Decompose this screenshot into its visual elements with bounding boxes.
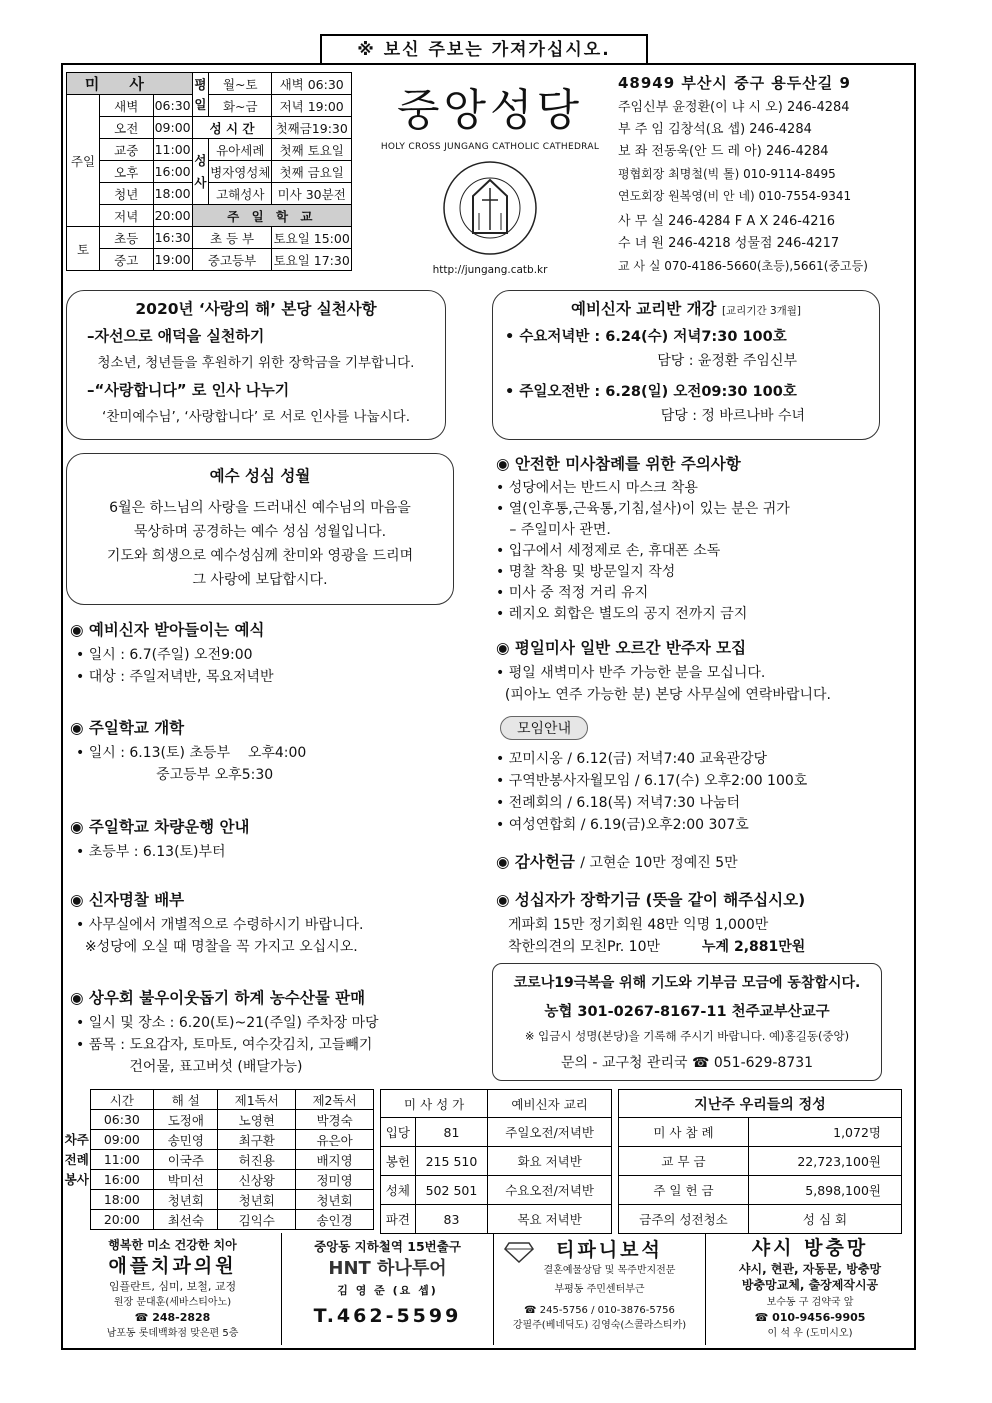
school-name: 초 등 부 (192, 227, 272, 249)
phone-row: 사 무 실 246-4284 F A X 246-4216 (618, 214, 836, 229)
practice-title: 2020년 ‘사랑의 해’ 본당 실천사항 (135, 300, 377, 318)
cathedral-title-block (370, 72, 610, 282)
sacrament-value: 첫째 토요일 (272, 139, 352, 161)
sunday-mass-name: 오전 (99, 117, 153, 139)
sunday-mass-name: 교중 (99, 139, 153, 161)
staff-row: 평협회장 최명철(빅 톨) 010-9114-8495 (618, 167, 836, 181)
staff-row: 연도회장 원복영(비 안 네) 010-7554-9341 (618, 189, 852, 203)
meetings-section: 모임안내 • 꼬미시옹 / 6.12(금) 저녁7:40 교육관강당 • 구역반봉사자월모임 / 6.17(수) 오후2:00 100호 • 전례회의 / 6.18(목) 저녁7:30 나눔터 • 여성연합회 / 6.19(금)오후2:00 307호 (496, 710, 906, 836)
take-bulletin-notice: ※ 보신 주보는 가져가십시오. (320, 34, 648, 64)
sunday-mass-time: 11:00 (153, 139, 192, 161)
thanks-offering-section: ◉ 감사헌금 / 고현순 10만 정예진 5만 (496, 853, 738, 871)
sunday-school-label: 주 일 학 교 (192, 205, 351, 227)
dental-clinic-ad: 행복한 미소 건강한 치아 애플치과의원 임플란트, 심미, 보철, 교정 원장 문대훈(세바스티아노) ☎ 248-2828 남포동 롯데백화점 맞은편 5층 (64, 1233, 282, 1345)
school-time: 토요일 17:30 (272, 249, 352, 271)
saturday-label: 토 (67, 227, 100, 271)
table-row: 입당 81 주일오전/저녁반 (381, 1118, 612, 1147)
school-name: 중고등부 (192, 249, 272, 271)
ministry-side-label: 차주전례봉사 (64, 1090, 90, 1230)
weekday-time: 새벽 06:30 (272, 73, 352, 95)
table-row: 20:00 최선숙 김익수 송인경 (64, 1210, 374, 1230)
covid-title: 코로나19극복을 위해 기도와 기부금 모금에 동참합시다. (513, 975, 861, 991)
hanatour-logo: HNT 하나투어 (328, 1258, 447, 1279)
sacred-heart-title: 예수 성심 성월 (209, 467, 311, 485)
table-row: 교 무 금 22,723,100원 (619, 1147, 902, 1176)
jewelry-ad: 티파니보석 결혼예물상담 및 목주반지전문 부평동 주민센터부근 ☎ 245-5756 / 010-3876-5756 강필주(베네딕도) 김영숙(스콜라스티카) (494, 1233, 706, 1345)
practice-text: 청소년, 청년들을 후원하기 위한 장학금을 기부합니다. (97, 355, 415, 371)
school-time: 토요일 15:00 (272, 227, 352, 249)
parish-practice-box (66, 290, 446, 440)
catechumen-teacher: 담당 : 윤정환 주임신부 (657, 353, 797, 369)
sacrament-name: 유아세례 (209, 139, 272, 161)
website-url[interactable]: http://jungang.catb.kr (432, 264, 548, 276)
table-row: 16:00 박미선 신상왕 정미영 (64, 1170, 374, 1190)
sunday-mass-time: 09:00 (153, 117, 192, 139)
catechumen-teacher: 담당 : 정 바르나바 수녀 (660, 408, 805, 424)
scholarship-section: ◉ 성십자가 장학기금 (뜻을 같이 해주십시오) 게파회 15만 정기회원 48만 익명 1,000만 착한의견의 모친Pr. 10만 누계 2,881만원 (496, 891, 806, 955)
weekday-days: 월~토 (209, 73, 272, 95)
table-row: 봉헌 215 510 화요 저녁반 (381, 1147, 612, 1176)
catechumen-class-box (492, 290, 880, 440)
class-header: 예비신자 교리 (488, 1090, 612, 1118)
safety-section: ◉ 안전한 미사참례를 위한 주의사항 • 성당에서는 반드시 마스크 착용 • 열(인후통,근육통,기침,설사)이 있는 분은 귀가 – 주일미사 관면. • 입구에서 세정제로 손, 휴대폰 소독 • 명찰 착용 및 방문일지 작성 • 미사 중 적정 거리 유지 • 레지오 회합은 별도의 공지 전까지 금지 (496, 455, 790, 622)
sunday-school-opening-section: ◉ 주일학교 개학 • 일시 : 6.13(토) 초등부 오후4:00 중고등부 오후5:30 (70, 719, 307, 783)
sunday-mass-name: 청년 (99, 183, 153, 205)
table-row: 09:00 송민영 최구환 유은아 (64, 1130, 374, 1150)
catechumen-rite-section: ◉ 예비신자 받아들이는 예식 • 일시 : 6.7(주일) 오전9:00 • 대상 : 주일저녁반, 목요저녁반 (70, 621, 274, 685)
meetings-label: 모임안내 (500, 716, 588, 740)
cathedral-seal-logo (435, 158, 545, 258)
holy-hour-label: 성 시 간 (192, 117, 272, 139)
offerings-table (618, 1089, 902, 1234)
staff-row: 보 좌 전동욱(안 드 레 아) 246-4284 (618, 144, 829, 159)
sunday-mass-name: 새벽 (99, 95, 153, 117)
advertisement-strip (64, 1233, 914, 1345)
table-row: 주 일 헌 금 5,898,100원 (619, 1176, 902, 1205)
saturday-mass-time: 19:00 (153, 249, 192, 271)
sunday-mass-time: 06:30 (153, 95, 192, 117)
table-row: 11:00 이국주 허진용 배지영 (64, 1150, 374, 1170)
sunday-mass-time: 20:00 (153, 205, 192, 227)
table-row: 18:00 청년회 청년회 청년회 (64, 1190, 374, 1210)
mass-schedule-table (66, 72, 352, 271)
practice-head: –“사랑합니다” 로 인사 나누기 (87, 381, 290, 399)
table-row: 미 사 참 례 1,072명 (619, 1118, 902, 1147)
weekday-label: 평일 (192, 73, 208, 117)
address: 48949 부산시 중구 용두산길 9 (618, 74, 851, 92)
sunday-mass-time: 18:00 (153, 183, 192, 205)
sunday-mass-time: 16:00 (153, 161, 192, 183)
mass-header: 미사 (67, 73, 193, 95)
sacred-heart-box (66, 453, 454, 605)
produce-sale-section: ◉ 상우회 불우이웃돕기 하계 농수산물 판매 • 일시 및 장소 : 6.20(토)~21(주일) 주차장 마당 • 품목 : 도요감자, 토마토, 여수갓김치, 고들빼기 건어물, 표고버섯 (배달가능) (70, 989, 379, 1075)
mass-hymn-table (380, 1089, 612, 1234)
phone-row: 수 녀 원 246-4218 성물점 246-4217 (618, 236, 840, 251)
catechumen-line: • 수요저녁반 : 6.24(수) 저녁7:30 100호 (505, 329, 787, 345)
ministry-header: 제2독서 (296, 1090, 374, 1110)
saturday-mass-name: 중고 (99, 249, 153, 271)
table-row: 성체 502 501 수요오전/저녁반 (381, 1176, 612, 1205)
name-badge-section: ◉ 신자명찰 배부 • 사무실에서 개별적으로 수령하시기 바랍니다. ※성당에 오실 때 명찰을 꼭 가지고 오십시오. (70, 891, 364, 955)
sunday-mass-name: 저녁 (99, 205, 153, 227)
sacred-heart-text: 6월은 하느님의 사랑을 드러내신 예수님의 마음을 묵상하며 공경하는 예수 성심 성월입니다. 기도와 희생으로 예수성심께 찬미와 영광을 드리며 그 사랑에 보답합시다. (106, 500, 414, 588)
table-row: 06:30 도정애 노영현 박경숙 (64, 1110, 374, 1130)
staff-row: 부 주 임 김창석(요 셉) 246-4284 (618, 122, 812, 137)
sunday-label: 주일 (67, 95, 100, 227)
window-screen-ad: 샤시 방충망 샤시, 현관, 자동문, 방충망 방충망교체, 출장제작시공 보수동 구 검약국 앞 ☎ 010-9456-9905 이 석 우 (도미시오) (738, 1237, 882, 1339)
contact-info (618, 72, 914, 277)
ministry-header: 제1독서 (218, 1090, 296, 1110)
cathedral-english-name: HOLY CROSS JUNGANG CATHOLIC CATHEDRAL (380, 142, 600, 152)
liturgy-ministry-table (64, 1089, 374, 1230)
practice-head: –자선으로 애덕을 실천하기 (87, 327, 265, 345)
holy-hour-value: 첫째금19:30 (272, 117, 352, 139)
sacrament-name: 고해성사 (209, 183, 272, 205)
staff-row: 주임신부 윤정환(이 냐 시 오) 246-4284 (618, 100, 850, 115)
table-row: 금주의 성전청소 성 심 회 (619, 1205, 902, 1234)
school-bus-section: ◉ 주일학교 차량운행 안내 • 초등부 : 6.13(토)부터 (70, 818, 250, 860)
offerings-header: 지난주 우리들의 정성 (619, 1090, 902, 1118)
saturday-mass-name: 초등 (99, 227, 153, 249)
covid-donation-box (492, 963, 882, 1081)
organist-section: ◉ 평일미사 일반 오르간 반주자 모집 • 평일 새벽미사 반주 가능한 분을 모십니다. (피아노 연주 가능한 분) 본당 사무실에 연락바랍니다. (496, 639, 831, 703)
saturday-mass-time: 16:30 (153, 227, 192, 249)
diamond-icon (504, 1241, 534, 1263)
travel-agency-ad: 중앙동 지하철역 15번출구 HNT 하나투어 김 영 준 (요 셉) T.462-5599 (282, 1233, 494, 1345)
weekday-days: 화~금 (209, 95, 272, 117)
bank-account: 농협 301-0267-8167-11 천주교부산교구 (544, 1004, 830, 1020)
weekday-time: 저녁 19:00 (272, 95, 352, 117)
catechumen-line: • 주일오전반 : 6.28(일) 오전09:30 100호 (505, 384, 797, 400)
practice-text: ‘찬미예수님’, ‘사랑합니다’ 로 서로 인사를 나눕시다. (101, 409, 411, 425)
deposit-note: ※ 입금시 성명(본당)을 기록해 주시기 바랍니다. 예)홍길동(중앙) (524, 1029, 850, 1043)
cathedral-name: 중앙성당 (396, 85, 583, 136)
inquiry-contact: 문의 - 교구청 관리국 ☎ 051-629-8731 (560, 1055, 814, 1071)
catechumen-title: 예비신자 교리반 개강 [교리기간 3개월] (570, 300, 802, 318)
sunday-mass-name: 오후 (99, 161, 153, 183)
sacrament-label: 성사 (192, 139, 208, 205)
ministry-header: 시간 (90, 1090, 154, 1110)
sacrament-value: 첫째 금요일 (272, 161, 352, 183)
sacrament-value: 미사 30분전 (272, 183, 352, 205)
sacrament-name: 병자영성체 (209, 161, 272, 183)
hymn-header: 미 사 성 가 (381, 1090, 488, 1118)
table-row: 파견 83 목요 저녁반 (381, 1205, 612, 1234)
ministry-header: 해 설 (154, 1090, 218, 1110)
phone-row: 교 사 실 070-4186-5660(초등),5661(중고등) (618, 259, 868, 273)
